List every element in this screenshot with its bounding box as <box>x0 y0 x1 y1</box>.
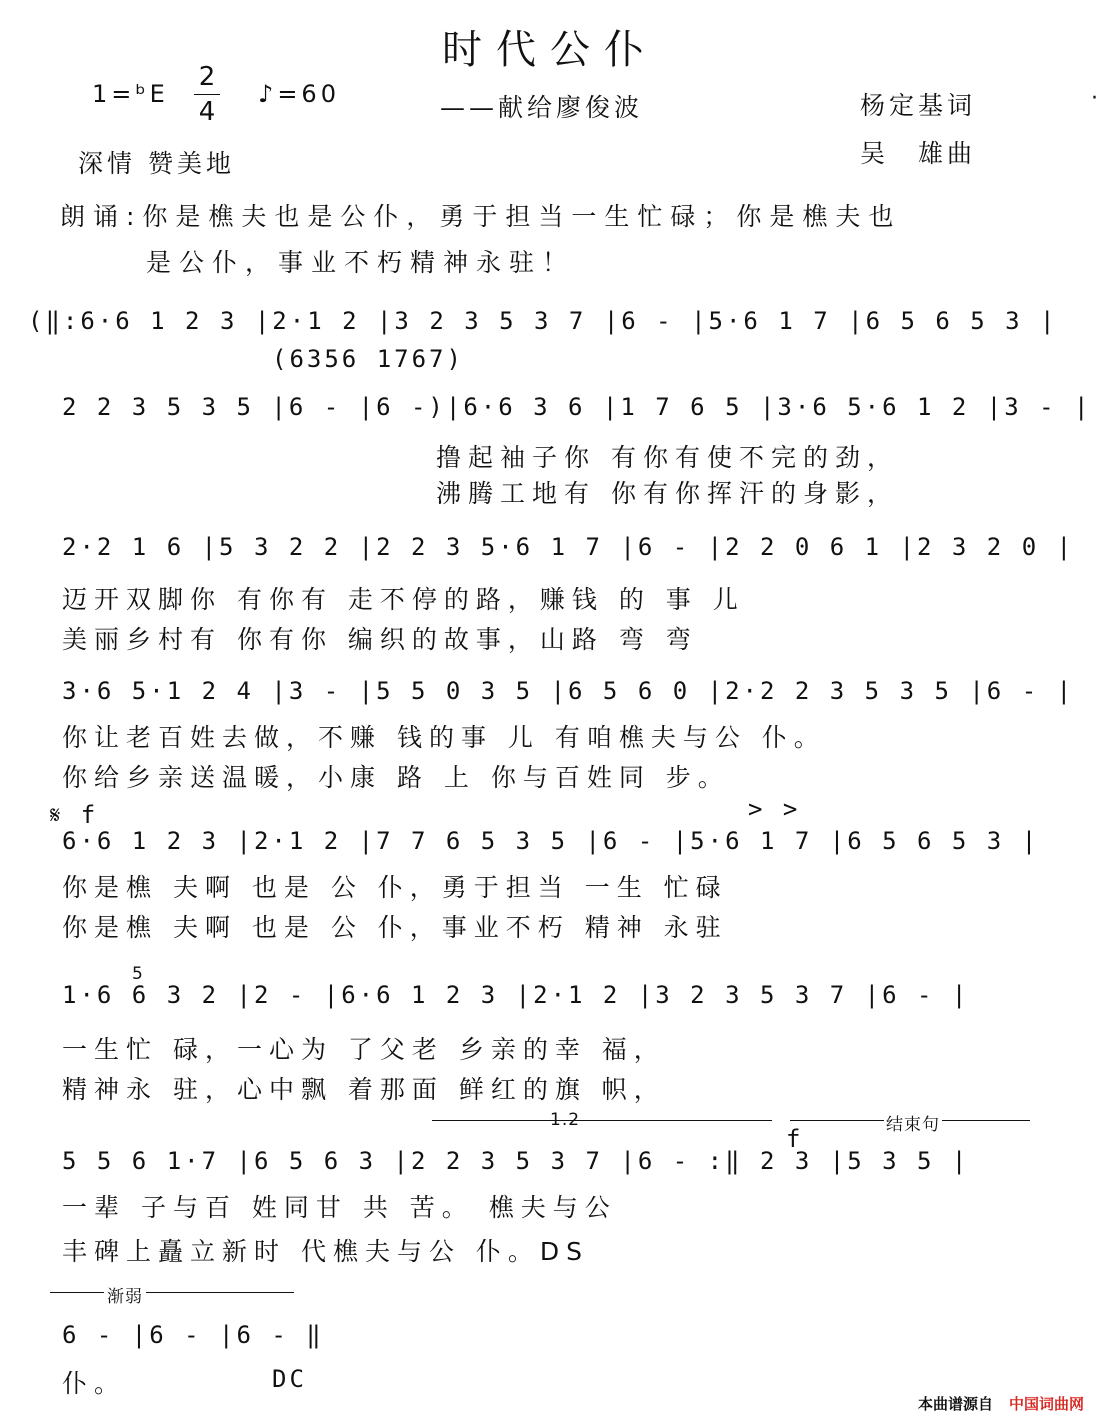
coda-label: 结束句 <box>884 1110 942 1135</box>
accent-marks: > > <box>748 795 801 823</box>
time-signature-bottom: 4 <box>198 97 216 127</box>
grace-note: 5 <box>132 964 144 984</box>
lyricist: 杨定基词 <box>860 91 977 120</box>
recitation-line-1: 朗诵:你是樵夫也是公仆，勇于担当一生忙碌；你是樵夫也 <box>60 202 902 231</box>
lyrics-system-5-verse-1: 你是樵 夫啊 也是 公 仆，勇于担当 一生 忙碌 <box>62 873 728 902</box>
lyrics-system-7-verse-1: 一辈 子与百 姓同甘 共 苦。 樵夫与公 <box>62 1193 617 1222</box>
lyrics-system-2-verse-1: 撸起袖子你 有你有使不完的劲， <box>436 443 899 472</box>
diminuendo-marking: 渐弱 <box>104 1282 146 1307</box>
recitation-line-2: 是公仆，事业不朽精神永驻！ <box>146 248 576 277</box>
score-system-2: 2 2 3 5 3 5 |6 - |6 -)|6·6 3 6 |1 7 6 5 |3·6 5·6 1 2 |3 - | <box>62 393 1092 421</box>
score-system-1: (‖:6·6 1 2 3 |2·1 2 |3 2 3 5 3 7 |6 - |5·6 1 7 |6 5 6 5 3 | <box>28 307 1058 335</box>
margin-dot: · <box>1091 86 1098 111</box>
score-system-6: 1·6 6 3 2 |2 - |6·6 1 2 3 |2·1 2 |3 2 3 5 3 7 |6 - | <box>62 981 970 1009</box>
source-footer <box>918 1393 1084 1414</box>
volta-label: 1.2 <box>550 1110 581 1130</box>
segno-and-dynamic: 𝄋 f <box>50 801 99 829</box>
lyrics-system-3-verse-1: 迈开双脚你 有你有 走不停的路，赚钱 的 事 儿 <box>62 585 745 614</box>
dedication: ——献给廖俊波 <box>440 93 644 122</box>
site-link[interactable]: 中国词曲网 <box>1008 1395 1084 1413</box>
lyrics-system-3-verse-2: 美丽乡村有 你有你 编织的故事，山路 弯 弯 <box>62 625 698 654</box>
lyrics-system-5-verse-2: 你是樵 夫啊 也是 公 仆，事业不朽 精神 永驻 <box>62 913 728 942</box>
lyrics-system-4-verse-2: 你给乡亲送温暖，小康 路 上 你与百姓同 步。 <box>62 763 730 792</box>
dc-marking: DC <box>272 1365 307 1393</box>
score-system-7: 5 5 6 1·7 |6 5 6 3 |2 2 3 5 3 7 |6 - :‖ 2 3 |5 3 5 | <box>62 1147 970 1175</box>
tempo-marking: ♪=60 <box>258 80 340 108</box>
time-signature <box>192 62 222 127</box>
time-signature-top: 2 <box>198 62 216 92</box>
lyrics-system-6-verse-2: 精神永 驻，心中飘 着那面 鲜红的旗 帜， <box>62 1075 666 1104</box>
score-system-8: 6 - |6 - |6 - ‖ <box>62 1321 324 1349</box>
diminuendo-line <box>50 1292 294 1293</box>
lyrics-system-4-verse-1: 你让老百姓去做，不赚 钱的事 儿 有咱樵夫与公 仆。 <box>62 723 826 752</box>
score-system-1-sub: (6356 1767) <box>272 345 464 373</box>
volta-bracket <box>432 1120 772 1121</box>
expression-marking: 深情 赞美地 <box>78 149 235 178</box>
source-label: 本曲谱源自 <box>917 1395 993 1413</box>
score-system-5: 6·6 1 2 3 |2·1 2 |7 7 6 5 3 5 |6 - |5·6 1 7 |6 5 6 5 3 | <box>62 827 1040 855</box>
coda-dynamic: f <box>786 1125 804 1153</box>
song-title: 时代公仆 <box>442 27 658 73</box>
lyrics-system-6-verse-1: 一生忙 碌，一心为 了父老 乡亲的幸 福， <box>62 1035 666 1064</box>
key-signature: 1=ᵇE <box>92 80 169 108</box>
lyrics-system-2-verse-2: 沸腾工地有 你有你挥汗的身影， <box>436 479 899 508</box>
composer: 吴 雄曲 <box>860 139 977 168</box>
score-system-3: 2·2 1 6 |5 3 2 2 |2 2 3 5·6 1 7 |6 - |2 2 0 6 1 |2 3 2 0 | <box>62 533 1075 561</box>
score-system-4: 3·6 5·1 2 4 |3 - |5 5 0 3 5 |6 5 6 0 |2·2 2 3 5 3 5 |6 - | <box>62 677 1075 705</box>
lyrics-system-7-verse-2: 丰碑上矗立新时 代樵夫与公 仆。DS <box>62 1237 590 1266</box>
fraction-bar <box>194 94 220 95</box>
lyrics-system-8: 仆。 <box>62 1369 127 1398</box>
